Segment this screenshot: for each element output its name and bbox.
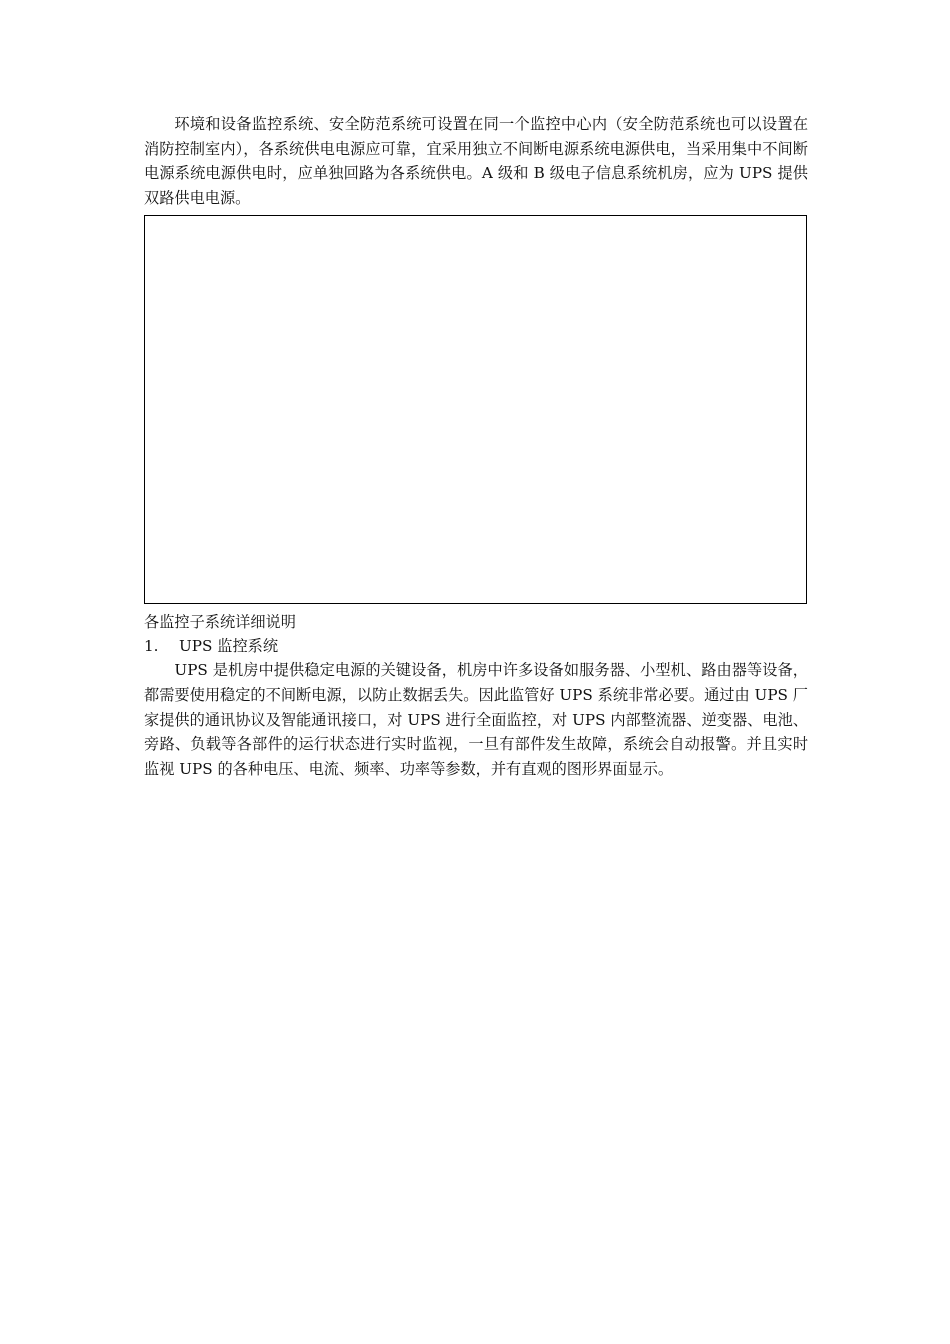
figure-caption: 各监控子系统详细说明 [144,613,296,632]
section-number: 1. [144,637,159,656]
section-title: UPS 监控系统 [179,637,279,656]
intro-paragraph: 环境和设备监控系统、安全防范系统可设置在同一个监控中心内（安全防范系统也可以设置在消防控制室内），各系统供电电源应可靠，宜采用独立不间断电源系统电源供电，当采用集中不间断电源系统电源供电时，应单独回路为各系统供电。A 级和 B 级电子信息系统机房，应为 UPS 提供双路供电电源。 [144,115,808,207]
section-heading [144,634,808,658]
document-page [144,112,808,781]
ups-paragraph: UPS 是机房中提供稳定电源的关键设备，机房中许多设备如服务器、小型机、路由器等设备，都需要使用稳定的不间断电源，以防止数据丢失。因此监管好 UPS 系统非常必要。通过由 UPS 厂家提供的通讯协议及智能通讯接口，对 UPS 进行全面监控，对 UPS 内部整流器、逆变器、电池、旁路、负载等各部件的运行状态进行实时监视，一旦有部件发生故障，系统会自动报警。并且实时监视 UPS 的各种电压、电流、频率、功率等参数，并有直观的图形界面显示。 [144,661,808,778]
figure-placeholder-frame [144,215,807,604]
